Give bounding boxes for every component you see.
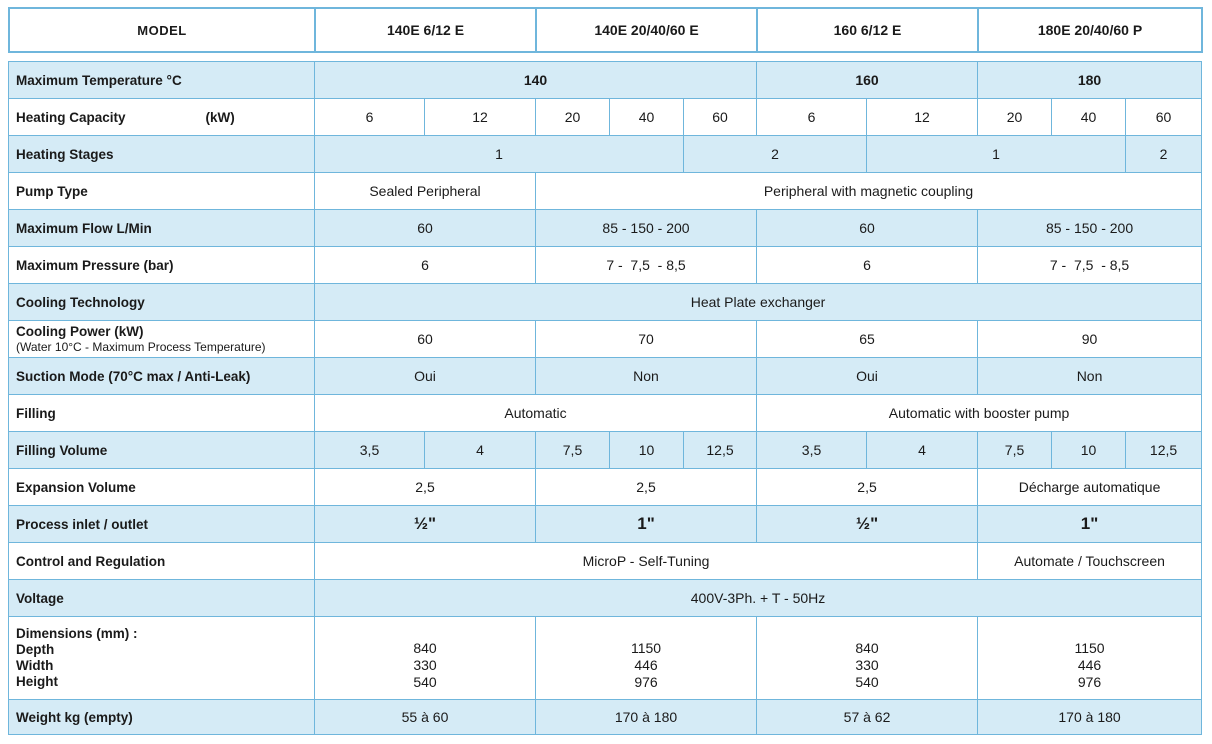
cell-value: 12,5 [1126,432,1202,469]
row-label-unit: (kW) [205,109,235,125]
cell-value: 6 [315,247,536,284]
cell-value: 4 [425,432,536,469]
cell-value: 12,5 [684,432,757,469]
cell-value: 60 [757,210,978,247]
table-row [9,247,1202,284]
dim-depth: 840 [855,639,879,656]
cell-value: Automate / Touchscreen [978,543,1202,580]
cell-value: 2,5 [536,469,757,506]
cell-value: 57 à 62 [757,700,978,735]
cell-value: Automatic [315,395,757,432]
cell-value: MicroP - Self-Tuning [315,543,978,580]
table-row [9,506,1202,543]
cell-value: 12 [867,99,978,136]
cell-value: 55 à 60 [315,700,536,735]
row-sublabel: Depth [16,642,55,657]
cell-value: 60 [315,210,536,247]
table-row [9,432,1202,469]
cell-value: 4 [867,432,978,469]
dim-width: 446 [1077,656,1102,673]
table-row [9,136,1202,173]
row-label [9,321,315,358]
row-label-text: Heating Capacity [16,109,126,125]
cell-value: 1" [978,506,1202,543]
model-name: 160 6/12 E [757,8,978,52]
model-label: MODEL [9,8,315,52]
dim-height: 540 [413,673,437,690]
row-label: Filling Volume [9,432,315,469]
row-label: Filling [9,395,315,432]
cell-value: 6 [315,99,425,136]
row-label: Expansion Volume [9,469,315,506]
spec-table [8,61,1202,735]
table-row [9,617,1202,700]
cell-value: 160 [757,62,978,99]
model-name: 180E 20/40/60 P [978,8,1202,52]
cell-value: Non [978,358,1202,395]
cell-value: 10 [1052,432,1126,469]
row-label: Suction Mode (70°C max / Anti-Leak) [9,358,315,395]
cell-value: 1 [315,136,684,173]
cell-value: 20 [978,99,1052,136]
row-label: Maximum Pressure (bar) [9,247,315,284]
table-row [9,210,1202,247]
cell-value: Sealed Peripheral [315,173,536,210]
table-row [9,395,1202,432]
dim-depth: 840 [413,639,437,656]
dim-width: 446 [634,656,658,673]
cell-value: 170 à 180 [536,700,757,735]
cell-value: 70 [536,321,757,358]
table-row [9,321,1202,358]
dim-width: 330 [855,656,879,673]
cell-value: 2,5 [315,469,536,506]
cell-value: 60 [1126,99,1202,136]
cell-value [315,617,536,700]
cell-value [536,617,757,700]
cell-value: 90 [978,321,1202,358]
cell-value: Oui [315,358,536,395]
row-sublabel: Width [16,658,54,673]
row-label [9,617,315,700]
table-row [9,469,1202,506]
cell-value: Décharge automatique [978,469,1202,506]
model-header-row [9,8,1202,52]
cell-value: 40 [1052,99,1126,136]
row-sublabel: (Water 10°C - Maximum Process Temperature) [16,340,266,354]
cell-value: 140 [315,62,757,99]
row-label: Cooling Technology [9,284,315,321]
cell-value: 7,5 [978,432,1052,469]
model-name: 140E 6/12 E [315,8,536,52]
cell-value: Peripheral with magnetic coupling [536,173,1202,210]
row-label: Control and Regulation [9,543,315,580]
table-row [9,173,1202,210]
table-row [9,358,1202,395]
dim-height: 976 [634,673,658,690]
row-label: Voltage [9,580,315,617]
row-sublabel: Height [16,674,58,689]
row-label [9,99,315,136]
cell-value [978,617,1202,700]
table-row [9,99,1202,136]
table-row [9,580,1202,617]
dim-depth: 1150 [1074,639,1105,656]
cell-value: 6 [757,99,867,136]
table-row [9,543,1202,580]
cell-value: 7 - 7,5 - 8,5 [978,247,1202,284]
dim-height: 976 [1077,673,1102,690]
cell-value: 10 [610,432,684,469]
cell-value: 60 [315,321,536,358]
model-name: 140E 20/40/60 E [536,8,757,52]
row-label: Heating Stages [9,136,315,173]
table-row [9,284,1202,321]
cell-value: 3,5 [757,432,867,469]
cell-value: 6 [757,247,978,284]
cell-value: ½" [757,506,978,543]
cell-value: 7,5 [536,432,610,469]
cell-value: Non [536,358,757,395]
row-label: Maximum Temperature °C [9,62,315,99]
cell-value: 1" [536,506,757,543]
cell-value [757,617,978,700]
cell-value: 2,5 [757,469,978,506]
cell-value: 7 - 7,5 - 8,5 [536,247,757,284]
cell-value: 20 [536,99,610,136]
cell-value: Oui [757,358,978,395]
cell-value: 2 [1126,136,1202,173]
dim-height: 540 [855,673,879,690]
row-label-text: Dimensions (mm) : [16,626,138,641]
row-label: Maximum Flow L/Min [9,210,315,247]
dim-width: 330 [413,656,437,673]
row-label: Process inlet / outlet [9,506,315,543]
cell-value: 60 [684,99,757,136]
cell-value: 40 [610,99,684,136]
cell-value: 1 [867,136,1126,173]
cell-value: 2 [684,136,867,173]
dim-depth: 1150 [630,639,662,656]
row-label-text: Cooling Power (kW) [16,324,144,339]
model-header-table [8,7,1203,53]
cell-value: 400V-3Ph. + T - 50Hz [315,580,1202,617]
row-label: Weight kg (empty) [9,700,315,735]
cell-value: 170 à 180 [978,700,1202,735]
table-row [9,62,1202,99]
cell-value: 3,5 [315,432,425,469]
cell-value: 85 - 150 - 200 [536,210,757,247]
row-label: Pump Type [9,173,315,210]
cell-value: 180 [978,62,1202,99]
cell-value: 85 - 150 - 200 [978,210,1202,247]
cell-value: 65 [757,321,978,358]
cell-value: Automatic with booster pump [757,395,1202,432]
cell-value: ½" [315,506,536,543]
cell-value: Heat Plate exchanger [315,284,1202,321]
table-row [9,700,1202,735]
cell-value: 12 [425,99,536,136]
